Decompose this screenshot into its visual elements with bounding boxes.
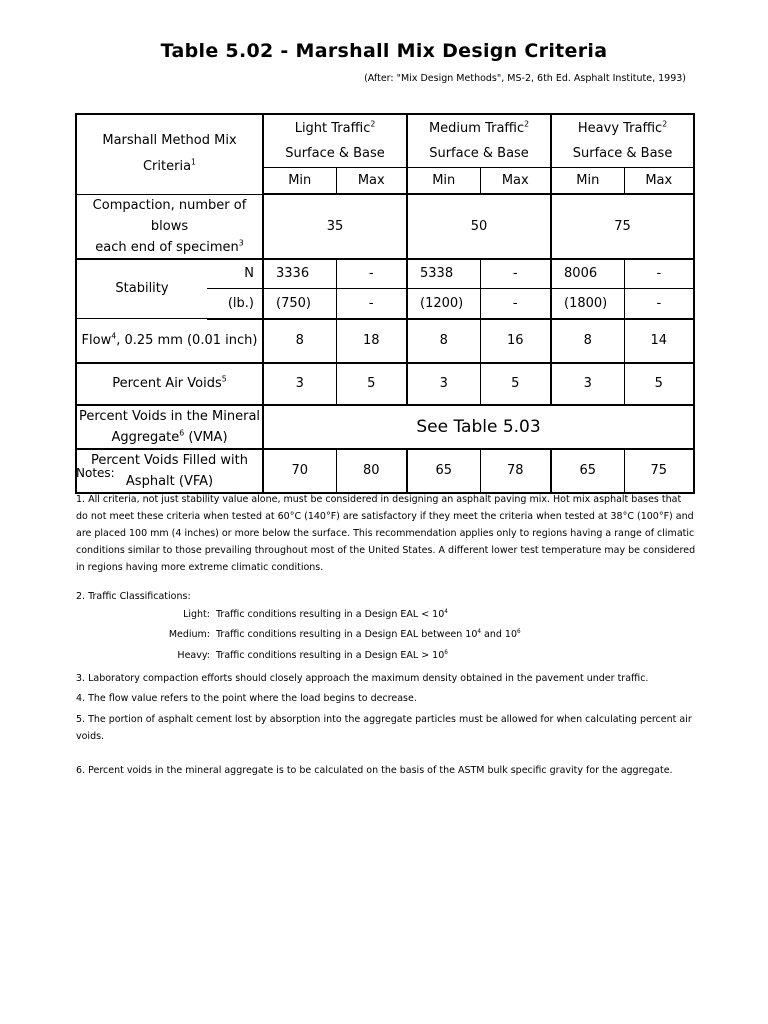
page-title: Table 5.02 - Marshall Mix Design Criteria	[160, 40, 608, 62]
notes-heading: Notes:	[76, 466, 115, 480]
medium-surface-base: Surface & Base	[407, 141, 551, 167]
air-voids-heavy-max: 5	[624, 363, 694, 405]
traffic-class-text: Traffic conditions resulting in a Design EAL < $10^4$	[216, 608, 448, 620]
note-1: 1. All criteria, not just stability value alone, must be considered in designing an asphalt paving mix. Hot mix asphalt bases that do not meet these criteria when tested at 60°C (140°F) are satisfactory if they meet the criteria when tested at 38°C (100°F) and are placed 100 mm (4 inches) or more below the surface. This recommendation applies only to regions having a range of climatic conditions similar to those prevailing throughout most of the United States. A different lower test temperature may be considered in regions having more extreme climatic conditions.	[76, 494, 696, 573]
compaction-medium: 50	[407, 194, 551, 259]
compaction-light: 35	[263, 194, 407, 259]
stability-lb-light-min: (750)	[263, 289, 336, 319]
stability-n-medium-max: -	[480, 259, 551, 289]
stability-lb-light-max: -	[336, 289, 407, 319]
corner-header: Marshall Method Mix Criteria$^1$	[76, 114, 263, 194]
flow-light-min: 8	[263, 319, 336, 363]
compaction-label: Compaction, number of blows each end of specimen$^3$	[76, 194, 263, 259]
traffic-class-text: Traffic conditions resulting in a Design EAL > $10^6$	[216, 649, 448, 661]
flow-medium-min: 8	[407, 319, 480, 363]
heavy-max-header: Max	[624, 167, 694, 194]
note-3: 3. Laboratory compaction efforts should closely approach the maximum density obtained in the pavement under traffic.	[76, 673, 649, 684]
criteria-table	[75, 113, 695, 494]
vfa-medium-min: 65	[407, 449, 480, 493]
stability-n-medium-min: 5338	[407, 259, 480, 289]
stability-unit-lb: (lb.)	[207, 289, 263, 319]
note-6: 6. Percent voids in the mineral aggregate is to be calculated on the basis of the ASTM bulk specific gravity for the aggregate.	[76, 765, 673, 776]
air-voids-medium-max: 5	[480, 363, 551, 405]
flow-medium-max: 16	[480, 319, 551, 363]
compaction-heavy: 75	[551, 194, 694, 259]
stability-n-heavy-min: 8006	[551, 259, 624, 289]
light-min-header: Min	[263, 167, 336, 194]
source-citation: (After: "Mix Design Methods", MS-2, 6th Ed. Asphalt Institute, 1993)	[364, 73, 686, 84]
vfa-light-min: 70	[263, 449, 336, 493]
flow-light-max: 18	[336, 319, 407, 363]
heavy-traffic-header: Heavy Traffic$^2$	[551, 114, 694, 141]
flow-heavy-max: 14	[624, 319, 694, 363]
air-voids-medium-min: 3	[407, 363, 480, 405]
light-traffic-header: Light Traffic$^2$	[263, 114, 407, 141]
stability-n-light-max: -	[336, 259, 407, 289]
stability-lb-heavy-max: -	[624, 289, 694, 319]
note-4: 4. The flow value refers to the point where the load begins to decrease.	[76, 693, 417, 704]
traffic-class-key: Medium:	[168, 629, 210, 640]
traffic-class-text: Traffic conditions resulting in a Design EAL between $10^4$ and $10^6$	[216, 628, 521, 640]
note-5: 5. The portion of asphalt cement lost by absorption into the aggregate particles must be allowed for when calculating percent air voids.	[76, 714, 692, 742]
vma-label: Percent Voids in the Mineral Aggregate$^6$ (VMA)	[76, 405, 263, 449]
vfa-label: Percent Voids Filled with Asphalt (VFA)	[76, 449, 263, 493]
traffic-class-key: Light:	[183, 609, 210, 620]
stability-n-light-min: 3336	[263, 259, 336, 289]
flow-label: Flow$^4$, 0.25 mm (0.01 inch)	[76, 319, 263, 363]
vfa-light-max: 80	[336, 449, 407, 493]
heavy-surface-base: Surface & Base	[551, 141, 694, 167]
note-2-heading: 2. Traffic Classifications:	[76, 591, 191, 602]
light-surface-base: Surface & Base	[263, 141, 407, 167]
medium-traffic-header: Medium Traffic$^2$	[407, 114, 551, 141]
air-voids-light-min: 3	[263, 363, 336, 405]
stability-lb-medium-max: -	[480, 289, 551, 319]
vfa-heavy-max: 75	[624, 449, 694, 493]
heavy-min-header: Min	[551, 167, 624, 194]
stability-lb-medium-min: (1200)	[407, 289, 480, 319]
stability-n-heavy-max: -	[624, 259, 694, 289]
light-max-header: Max	[336, 167, 407, 194]
stability-lb-heavy-min: (1800)	[551, 289, 624, 319]
vfa-heavy-min: 65	[551, 449, 624, 493]
vfa-medium-max: 78	[480, 449, 551, 493]
air-voids-light-max: 5	[336, 363, 407, 405]
flow-heavy-min: 8	[551, 319, 624, 363]
medium-max-header: Max	[480, 167, 551, 194]
vma-value: See Table 5.03	[263, 405, 694, 449]
air-voids-label: Percent Air Voids$^5$	[76, 363, 263, 405]
stability-label: Stability	[76, 259, 207, 319]
traffic-class-key: Heavy:	[177, 650, 210, 661]
medium-min-header: Min	[407, 167, 480, 194]
air-voids-heavy-min: 3	[551, 363, 624, 405]
stability-unit-n: N	[207, 259, 263, 289]
